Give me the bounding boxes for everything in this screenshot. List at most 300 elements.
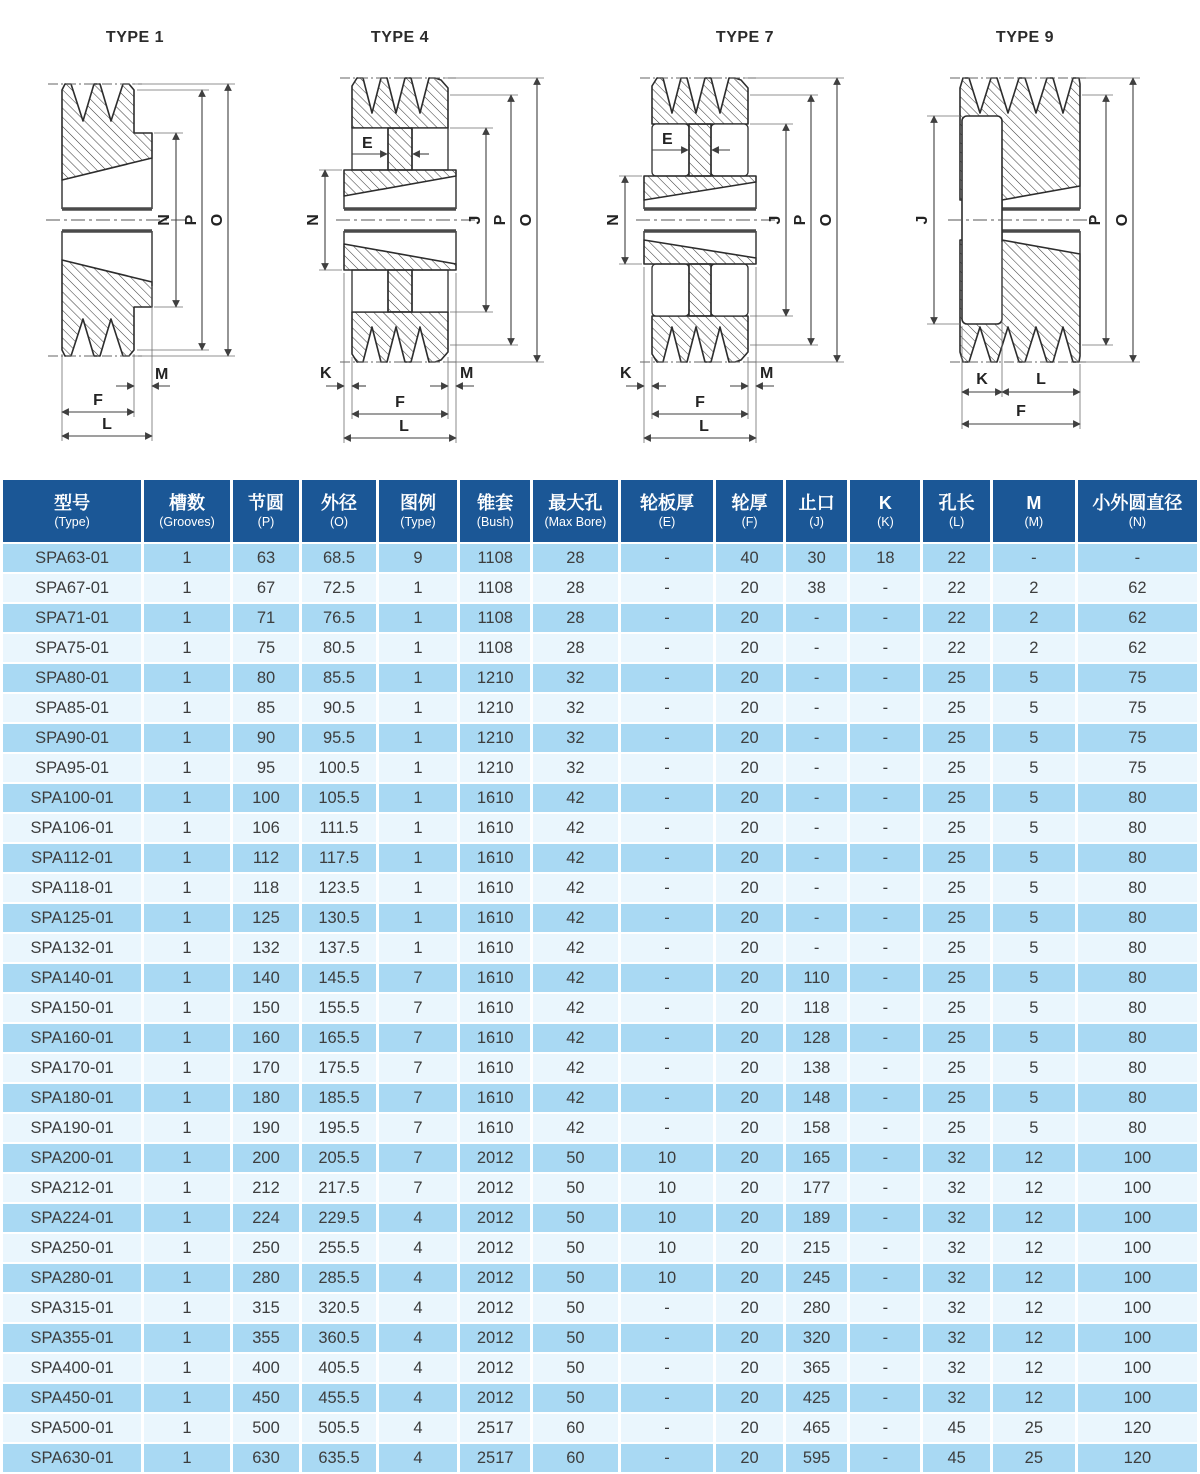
table-cell: 5 [991,1023,1076,1053]
table-cell: 50 [532,1383,619,1413]
table-cell: 12 [991,1143,1076,1173]
table-cell: 1610 [459,813,532,843]
table-cell: - [619,843,715,873]
table-cell: 12 [991,1233,1076,1263]
column-header: 槽数 (Grooves) [143,479,232,543]
table-cell: SPA125-01 [2,903,143,933]
table-cell: 62 [1076,573,1198,603]
table-cell: 1 [377,873,458,903]
table-cell: 1210 [459,753,532,783]
table-cell: 25 [991,1443,1076,1473]
table-cell: - [619,573,715,603]
table-cell: 25 [922,873,991,903]
table-cell: 224 [231,1203,300,1233]
table-cell: 85 [231,693,300,723]
table-cell: SPA315-01 [2,1293,143,1323]
table-cell: 25 [922,813,991,843]
table-cell: 355 [231,1323,300,1353]
table-cell: 123.5 [301,873,378,903]
table-cell: 80.5 [301,633,378,663]
table-cell: 1210 [459,723,532,753]
column-header: K (K) [849,479,922,543]
table-cell: 22 [922,633,991,663]
table-cell: - [784,723,849,753]
table-cell: 1610 [459,933,532,963]
table-cell: 1 [143,783,232,813]
table-cell: 80 [1076,1113,1198,1143]
table-cell: 205.5 [301,1143,378,1173]
table-cell: - [849,663,922,693]
header-row [2,479,1199,543]
table-cell: 76.5 [301,603,378,633]
table-cell: 4 [377,1353,458,1383]
table-cell: SPA75-01 [2,633,143,663]
table-cell: 1 [377,663,458,693]
table-row [2,1113,1199,1143]
table-cell: 20 [715,1173,784,1203]
dim-P: P [792,214,809,226]
table-cell: 5 [991,1113,1076,1143]
table-cell: 100 [1076,1233,1198,1263]
table-cell: 120 [1076,1443,1198,1473]
table-cell: 75 [231,633,300,663]
column-header: 轮板厚 (E) [619,479,715,543]
table-cell: 32 [922,1173,991,1203]
table-cell: 42 [532,933,619,963]
table-cell: 1 [143,903,232,933]
table-cell: 25 [922,933,991,963]
table-cell: - [619,603,715,633]
table-cell: 90 [231,723,300,753]
table-cell: 105.5 [301,783,378,813]
table-cell: 50 [532,1353,619,1383]
table-cell: - [784,933,849,963]
table-cell: 71 [231,603,300,633]
table-cell: 177 [784,1173,849,1203]
table-row [2,1443,1199,1473]
table-cell: 63 [231,543,300,573]
table-cell: 45 [922,1413,991,1443]
table-cell: - [849,1233,922,1263]
table-cell: 60 [532,1443,619,1473]
table-cell: 100 [1076,1263,1198,1293]
table-cell: 32 [532,753,619,783]
table-row [2,1173,1199,1203]
column-header: 外径 (O) [301,479,378,543]
table-cell: 20 [715,1383,784,1413]
table-cell: 120 [1076,1413,1198,1443]
table-cell: SPA450-01 [2,1383,143,1413]
table-cell: 215 [784,1233,849,1263]
table-cell: 137.5 [301,933,378,963]
table-cell: 4 [377,1263,458,1293]
type9-title: TYPE 9 [995,29,1055,46]
table-cell: - [849,573,922,603]
table-cell: 100 [1076,1143,1198,1173]
table-cell: 320 [784,1323,849,1353]
table-cell: - [849,1413,922,1443]
table-cell: 40 [715,543,784,573]
dim-J: J [914,215,931,225]
dim-L: L [699,418,709,435]
table-cell: 42 [532,873,619,903]
table-cell: 20 [715,1143,784,1173]
table-cell: 425 [784,1383,849,1413]
table-cell: 60 [532,1413,619,1443]
table-cell: 100 [1076,1353,1198,1383]
table-cell: 1108 [459,543,532,573]
table-cell: - [619,1083,715,1113]
table-cell: - [849,933,922,963]
table-cell: - [849,1263,922,1293]
table-cell: 10 [619,1203,715,1233]
table-cell: 50 [532,1143,619,1173]
table-cell: - [619,1383,715,1413]
table-cell: 1610 [459,963,532,993]
table-cell: 7 [377,1113,458,1143]
table-cell: 118 [784,993,849,1023]
table-cell: 2 [991,603,1076,633]
table-cell: - [849,783,922,813]
table-cell: 25 [922,1113,991,1143]
table-cell: 42 [532,1053,619,1083]
table-cell: 1610 [459,1053,532,1083]
table-cell: - [849,1353,922,1383]
table-cell: 165 [784,1143,849,1173]
table-cell: 1 [143,1293,232,1323]
table-cell: 595 [784,1443,849,1473]
table-cell: 1 [143,633,232,663]
table-cell: 5 [991,903,1076,933]
table-row [2,783,1199,813]
table-cell: 80 [1076,1023,1198,1053]
dim-M: M [460,365,474,382]
table-cell: - [619,873,715,903]
dim-E: E [362,135,373,152]
table-cell: 25 [922,963,991,993]
table-cell: 25 [922,723,991,753]
table-cell: - [784,633,849,663]
table-cell: 100 [1076,1293,1198,1323]
table-cell: 160 [231,1023,300,1053]
table-cell: 20 [715,1053,784,1083]
table-cell: 106 [231,813,300,843]
table-cell: 110 [784,963,849,993]
table-cell: 75 [1076,693,1198,723]
table-cell: 1 [377,783,458,813]
table-cell: 111.5 [301,813,378,843]
dim-J: J [467,215,484,225]
table-cell: 22 [922,603,991,633]
column-header: M (M) [991,479,1076,543]
table-cell: 1 [143,1023,232,1053]
table-cell: 1 [143,603,232,633]
table-cell: - [619,903,715,933]
table-cell: 635.5 [301,1443,378,1473]
table-cell: 32 [922,1293,991,1323]
table-cell: 1 [143,1173,232,1203]
table-cell: 175.5 [301,1053,378,1083]
table-cell: 1 [143,723,232,753]
table-cell: SPA90-01 [2,723,143,753]
table-cell: - [849,723,922,753]
table-cell: 5 [991,873,1076,903]
table-cell: 20 [715,753,784,783]
spec-table-body [2,543,1199,1473]
table-row [2,1083,1199,1113]
type1-drawing [0,0,300,460]
table-cell: - [849,1083,922,1113]
type7-title: TYPE 7 [715,29,775,46]
table-cell: 140 [231,963,300,993]
table-cell: 95 [231,753,300,783]
table-cell: 1108 [459,573,532,603]
table-cell: SPA224-01 [2,1203,143,1233]
table-cell: SPA250-01 [2,1233,143,1263]
dim-F: F [1016,403,1026,420]
table-cell: 1 [143,963,232,993]
table-cell: 25 [922,993,991,1023]
table-cell: 1610 [459,843,532,873]
type4-part [336,78,478,362]
table-row [2,1293,1199,1323]
table-cell: - [784,903,849,933]
table-cell: 1 [143,1113,232,1143]
table-cell: 450 [231,1383,300,1413]
table-cell: 20 [715,903,784,933]
table-cell: 32 [922,1143,991,1173]
table-row [2,1203,1199,1233]
table-cell: 5 [991,1053,1076,1083]
table-cell: - [849,1323,922,1353]
dim-O: O [518,213,535,227]
table-row [2,603,1199,633]
table-cell: 7 [377,1083,458,1113]
table-cell: 2012 [459,1203,532,1233]
dim-O: O [1114,213,1131,227]
table-cell: SPA140-01 [2,963,143,993]
table-row [2,1323,1199,1353]
table-cell: 18 [849,543,922,573]
table-cell: 80 [1076,873,1198,903]
table-cell: 80 [1076,963,1198,993]
table-cell: 2 [991,633,1076,663]
dim-F: F [395,394,405,411]
table-cell: 22 [922,543,991,573]
table-cell: 2012 [459,1353,532,1383]
table-cell: 1 [143,1353,232,1383]
table-cell: 80 [1076,993,1198,1023]
table-cell: 1 [143,1263,232,1293]
table-cell: 1 [377,933,458,963]
table-cell: SPA630-01 [2,1443,143,1473]
table-cell: 12 [991,1263,1076,1293]
table-cell: 212 [231,1173,300,1203]
table-cell: 5 [991,783,1076,813]
table-cell: SPA95-01 [2,753,143,783]
table-cell: - [849,813,922,843]
table-cell: - [849,1293,922,1323]
table-cell: 1 [377,633,458,663]
table-cell: 20 [715,693,784,723]
table-cell: - [849,1383,922,1413]
table-cell: 1610 [459,783,532,813]
table-cell: 4 [377,1323,458,1353]
table-cell: 20 [715,993,784,1023]
table-cell: 67 [231,573,300,603]
table-row [2,1023,1199,1053]
table-cell: SPA67-01 [2,573,143,603]
table-cell: 85.5 [301,663,378,693]
table-cell: SPA106-01 [2,813,143,843]
table-cell: 12 [991,1383,1076,1413]
table-cell: 100 [1076,1173,1198,1203]
table-cell: 28 [532,633,619,663]
table-cell: 9 [377,543,458,573]
table-cell: 32 [922,1353,991,1383]
table-cell: 1610 [459,1023,532,1053]
table-cell: 1610 [459,1083,532,1113]
table-row [2,993,1199,1023]
table-cell: 315 [231,1293,300,1323]
dim-P: P [1087,214,1104,226]
table-cell: - [784,603,849,633]
dim-P: P [183,214,200,226]
table-cell: 30 [784,543,849,573]
table-cell: 1 [377,813,458,843]
table-cell: 1 [377,753,458,783]
table-cell: 20 [715,663,784,693]
table-cell: 1108 [459,603,532,633]
table-cell: 20 [715,1293,784,1323]
table-cell: 130.5 [301,903,378,933]
column-header: 止口 (J) [784,479,849,543]
column-header: 图例 (Type) [377,479,458,543]
table-cell: 4 [377,1443,458,1473]
column-header: 节圆 (P) [231,479,300,543]
table-cell: 42 [532,843,619,873]
table-cell: 7 [377,1143,458,1173]
table-cell: 5 [991,1083,1076,1113]
table-cell: 10 [619,1143,715,1173]
table-row [2,543,1199,573]
table-cell: 20 [715,603,784,633]
table-cell: 1 [143,753,232,783]
table-cell: 50 [532,1263,619,1293]
table-cell: - [619,1293,715,1323]
dim-K: K [320,365,332,382]
table-cell: 365 [784,1353,849,1383]
table-cell: 280 [784,1293,849,1323]
table-cell: 320.5 [301,1293,378,1323]
table-cell: - [619,993,715,1023]
column-header: 轮厚 (F) [715,479,784,543]
table-cell: 80 [1076,813,1198,843]
dim-O: O [209,213,226,227]
table-cell: 20 [715,633,784,663]
column-header: 小外圆直径 (N) [1076,479,1198,543]
table-cell: - [849,1053,922,1083]
table-cell: 1210 [459,693,532,723]
table-cell: 280 [231,1263,300,1293]
table-cell: 5 [991,663,1076,693]
table-cell: 5 [991,693,1076,723]
table-cell: 195.5 [301,1113,378,1143]
table-cell: 5 [991,723,1076,753]
table-cell: - [619,1353,715,1383]
table-cell: 1 [143,663,232,693]
table-cell: 32 [922,1233,991,1263]
table-cell: 68.5 [301,543,378,573]
table-cell: - [849,843,922,873]
table-cell: SPA112-01 [2,843,143,873]
table-cell: 20 [715,963,784,993]
table-cell: SPA150-01 [2,993,143,1023]
table-cell: SPA132-01 [2,933,143,963]
table-cell: 1 [143,993,232,1023]
table-cell: 148 [784,1083,849,1113]
table-cell: 20 [715,1023,784,1053]
dim-L: L [399,418,409,435]
table-cell: 32 [532,693,619,723]
table-cell: 25 [922,1053,991,1083]
table-cell: 2012 [459,1143,532,1173]
table-cell: 25 [922,693,991,723]
table-cell: 2012 [459,1263,532,1293]
table-cell: 80 [1076,843,1198,873]
table-row [2,693,1199,723]
table-cell: 42 [532,1113,619,1143]
table-cell: 20 [715,783,784,813]
table-cell: 1 [143,933,232,963]
table-cell: 72.5 [301,573,378,603]
table-cell: 1 [143,693,232,723]
table-cell: 50 [532,1173,619,1203]
column-header: 型号 (Type) [2,479,143,543]
table-cell: 100.5 [301,753,378,783]
table-cell: SPA63-01 [2,543,143,573]
column-header: 最大孔 (Max Bore) [532,479,619,543]
table-cell: 1 [143,1143,232,1173]
table-cell: 100 [1076,1383,1198,1413]
table-cell: 20 [715,813,784,843]
table-cell: SPA355-01 [2,1323,143,1353]
table-cell: 138 [784,1053,849,1083]
table-cell: 28 [532,543,619,573]
table-cell: 1 [143,1323,232,1353]
table-cell: - [619,1113,715,1143]
table-cell: 20 [715,933,784,963]
table-cell: 1108 [459,633,532,663]
table-cell: 22 [922,573,991,603]
table-cell: 80 [1076,1053,1198,1083]
table-row [2,633,1199,663]
table-cell: 158 [784,1113,849,1143]
dim-J: J [767,215,784,225]
table-cell: - [849,633,922,663]
table-cell: - [784,873,849,903]
table-row [2,1233,1199,1263]
table-cell: - [619,663,715,693]
table-cell: 285.5 [301,1263,378,1293]
table-cell: 50 [532,1293,619,1323]
table-cell: - [849,873,922,903]
table-row [2,873,1199,903]
table-cell: 7 [377,993,458,1023]
table-cell: 45 [922,1443,991,1473]
table-cell: 1 [143,1443,232,1473]
table-cell: 2012 [459,1293,532,1323]
